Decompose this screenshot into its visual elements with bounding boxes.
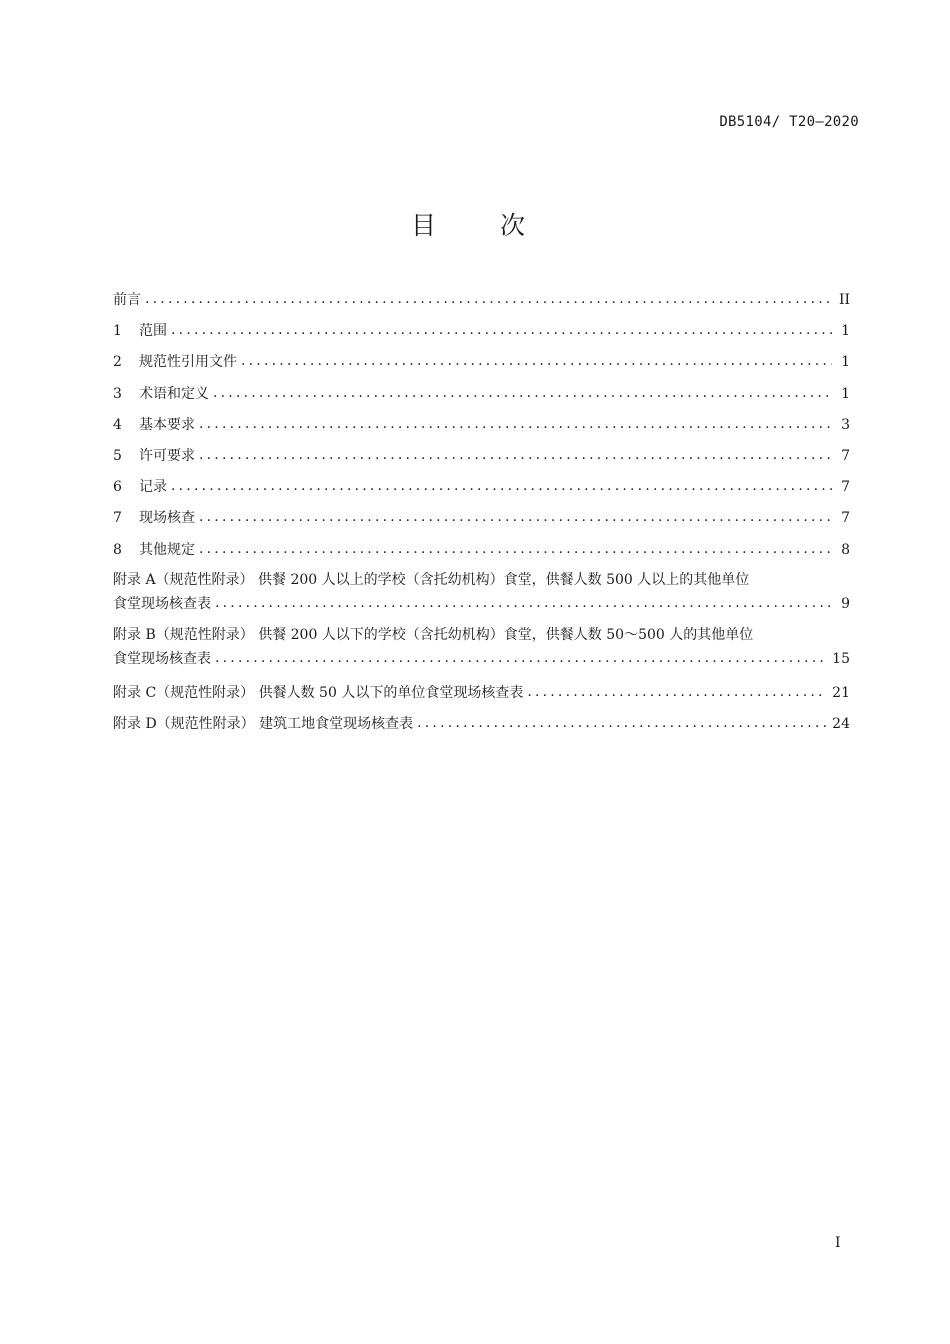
toc-entry-1[interactable] <box>113 316 850 347</box>
toc-appendix-title: 附录 B（规范性附录） 供餐 200 人以下的学校（含托幼机构）食堂，供餐人数 50～500 人的其他单位 <box>113 626 754 643</box>
toc-entry-7[interactable] <box>113 503 850 534</box>
toc-entry-number: 8 <box>113 541 122 558</box>
toc-entry-3[interactable] <box>113 379 850 410</box>
toc-appendix-b[interactable] <box>113 623 850 678</box>
toc-entry-4[interactable] <box>113 410 850 441</box>
toc-entry-page: 21 <box>832 684 850 701</box>
toc-appendix-title: 附录 C（规范性附录） 供餐人数 50 人以下的单位食堂现场核查表 <box>113 684 524 701</box>
toc-entry-page: 15 <box>832 650 850 667</box>
toc-entry-number: 1 <box>113 323 122 340</box>
toc-entry-number: 3 <box>113 385 122 402</box>
toc-entry-label: 许可要求 <box>139 447 195 464</box>
table-of-contents <box>113 285 850 740</box>
toc-entry-page: 9 <box>841 595 850 612</box>
toc-title: 目 次 <box>411 211 553 240</box>
toc-leader-dots <box>527 677 826 708</box>
toc-entry-number: 5 <box>113 447 122 464</box>
toc-entry-page: 7 <box>841 479 850 496</box>
toc-entry-number: 4 <box>113 416 122 433</box>
toc-entry-label: 术语和定义 <box>139 385 209 402</box>
toc-appendix-a[interactable] <box>113 568 850 623</box>
toc-entry-label: 前言 <box>113 292 141 308</box>
toc-leader-dots <box>171 315 832 346</box>
toc-entry-page: 1 <box>841 354 850 371</box>
toc-entry-page: 8 <box>841 541 850 558</box>
toc-entry-foreword[interactable] <box>113 285 850 316</box>
toc-entry-page: II <box>838 292 850 308</box>
toc-leader-dots <box>241 346 832 377</box>
toc-leader-dots <box>215 647 826 669</box>
toc-entry-page: 7 <box>841 510 850 527</box>
document-code: DB5104/ T20—2020 <box>719 114 859 130</box>
toc-leader-dots <box>215 592 832 614</box>
toc-entry-label: 现场核查 <box>139 510 195 527</box>
toc-leader-dots <box>199 440 832 471</box>
toc-entry-8[interactable] <box>113 535 850 566</box>
toc-entry-label: 记录 <box>139 479 167 496</box>
toc-leader-dots <box>213 378 832 409</box>
toc-entry-label: 其他规定 <box>139 541 195 558</box>
toc-appendix-title-cont: 食堂现场核查表 <box>113 595 211 612</box>
toc-appendix-c[interactable] <box>113 678 850 709</box>
toc-entry-label: 范围 <box>139 323 167 340</box>
toc-leader-dots <box>199 534 832 565</box>
toc-appendix-title: 附录 A（规范性附录） 供餐 200 人以上的学校（含托幼机构）食堂，供餐人数 500 人以上的其他单位 <box>113 571 750 588</box>
toc-entry-2[interactable] <box>113 347 850 378</box>
toc-leader-dots <box>417 708 826 739</box>
toc-entry-6[interactable] <box>113 472 850 503</box>
toc-entry-page: 3 <box>841 416 850 433</box>
toc-entry-label: 规范性引用文件 <box>139 354 237 371</box>
toc-entry-number: 6 <box>113 479 122 496</box>
toc-entry-page: 1 <box>841 323 850 340</box>
toc-leader-dots <box>199 502 832 533</box>
toc-entry-number: 2 <box>113 354 122 371</box>
toc-entry-label: 基本要求 <box>139 416 195 433</box>
toc-leader-dots <box>145 284 832 315</box>
toc-appendix-d[interactable] <box>113 709 850 740</box>
toc-entry-page: 1 <box>841 385 850 402</box>
toc-entry-5[interactable] <box>113 441 850 472</box>
toc-appendix-title: 附录 D（规范性附录） 建筑工地食堂现场核查表 <box>113 715 414 732</box>
toc-entry-number: 7 <box>113 510 122 527</box>
toc-leader-dots <box>171 471 832 502</box>
toc-leader-dots <box>199 409 832 440</box>
toc-appendix-title-cont: 食堂现场核查表 <box>113 650 211 667</box>
page-number: I <box>835 1235 841 1251</box>
toc-entry-page: 7 <box>841 447 850 464</box>
toc-entry-page: 24 <box>832 715 850 732</box>
